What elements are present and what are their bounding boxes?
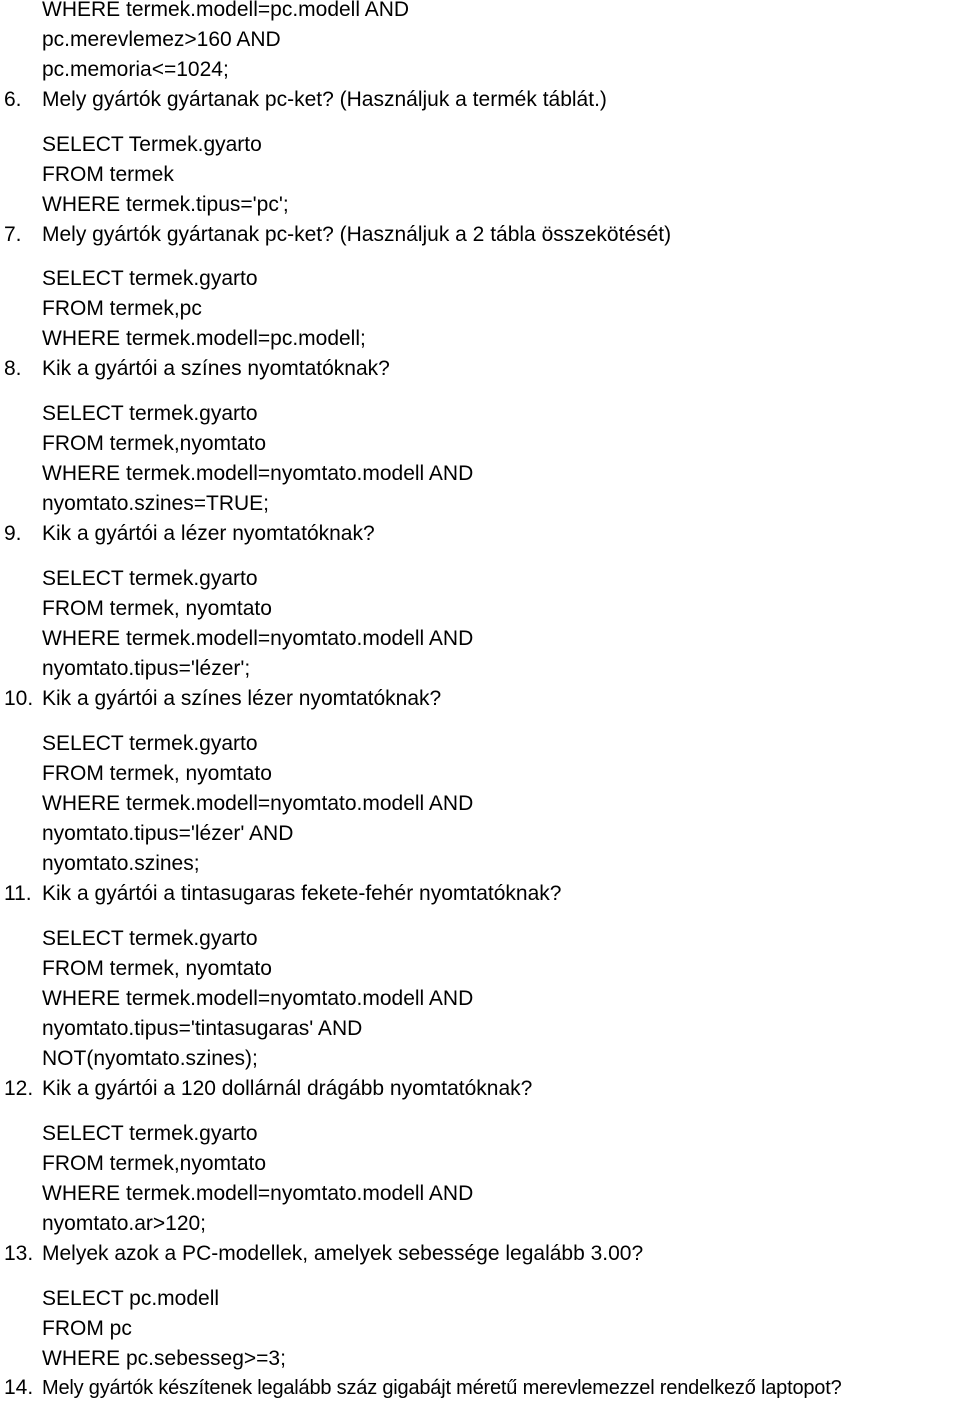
sql-line: FROM termek, nyomtato (42, 597, 272, 620)
question-number: 12. (4, 1077, 34, 1100)
question-number: 7. (4, 223, 22, 246)
sql-line: SELECT termek.gyarto (42, 402, 258, 425)
question-text: Kik a gyártói a lézer nyomtatóknak? (42, 522, 375, 545)
question-text: Mely gyártók gyártanak pc-ket? (Használjuk a termék táblát.) (42, 88, 607, 111)
sql-line: SELECT termek.gyarto (42, 732, 258, 755)
sql-line: FROM pc (42, 1317, 132, 1340)
sql-line: SELECT termek.gyarto (42, 1122, 258, 1145)
sql-line: SELECT termek.gyarto (42, 267, 258, 290)
sql-line: pc.merevlemez>160 AND (42, 28, 281, 51)
sql-line: SELECT termek.gyarto (42, 927, 258, 950)
sql-line: FROM termek, nyomtato (42, 762, 272, 785)
sql-line: NOT(nyomtato.szines); (42, 1047, 258, 1070)
sql-line: FROM termek,pc (42, 297, 202, 320)
question-number: 9. (4, 522, 22, 545)
sql-line: pc.memoria<=1024; (42, 58, 229, 81)
question-number: 6. (4, 88, 22, 111)
sql-line: SELECT termek.gyarto (42, 567, 258, 590)
sql-line: nyomtato.szines; (42, 852, 200, 875)
sql-line: nyomtato.szines=TRUE; (42, 492, 270, 515)
question-text: Kik a gyártói a 120 dollárnál drágább nyomtatóknak? (42, 1077, 533, 1100)
question-text: Kik a gyártói a tintasugaras fekete-fehér nyomtatóknak? (42, 882, 562, 905)
sql-line: nyomtato.tipus='tintasugaras' AND (42, 1017, 363, 1040)
sql-line: WHERE termek.modell=pc.modell; (42, 327, 366, 350)
question-text: Kik a gyártói a színes lézer nyomtatóknak? (42, 687, 442, 710)
sql-line: WHERE termek.modell=nyomtato.modell AND (42, 987, 474, 1010)
question-text: Melyek azok a PC-modellek, amelyek sebessége legalább 3.00? (42, 1242, 644, 1265)
question-text: Kik a gyártói a színes nyomtatóknak? (42, 357, 390, 380)
sql-line: FROM termek (42, 163, 174, 186)
question-text: Mely gyártók gyártanak pc-ket? (Használjuk a 2 tábla összekötését) (42, 223, 672, 246)
sql-line: nyomtato.tipus='lézer'; (42, 657, 251, 680)
sql-line: WHERE pc.sebesseg>=3; (42, 1347, 286, 1370)
sql-line: FROM termek, nyomtato (42, 957, 272, 980)
sql-line: SELECT Termek.gyarto (42, 133, 262, 156)
question-number: 8. (4, 357, 22, 380)
sql-line: WHERE termek.tipus='pc'; (42, 193, 289, 216)
sql-line: nyomtato.tipus='lézer' AND (42, 822, 294, 845)
sql-line: WHERE termek.modell=nyomtato.modell AND (42, 792, 474, 815)
sql-line: FROM termek,nyomtato (42, 1152, 267, 1175)
question-number: 14. (4, 1376, 34, 1399)
sql-line: nyomtato.ar>120; (42, 1212, 207, 1235)
question-number: 11. (4, 882, 32, 905)
sql-line: WHERE termek.modell=nyomtato.modell AND (42, 1182, 474, 1205)
sql-line: WHERE termek.modell=nyomtato.modell AND (42, 462, 474, 485)
sql-line: SELECT pc.modell (42, 1287, 220, 1310)
sql-line: FROM termek,nyomtato (42, 432, 267, 455)
question-text: Mely gyártók készítenek legalább száz gigabájt méretű merevlemezzel rendelkező laptopot? (42, 1377, 842, 1399)
sql-line: WHERE termek.modell=nyomtato.modell AND (42, 627, 474, 650)
question-number: 10. (4, 687, 34, 710)
sql-line: WHERE termek.modell=pc.modell AND (42, 0, 410, 21)
question-number: 13. (4, 1242, 34, 1265)
